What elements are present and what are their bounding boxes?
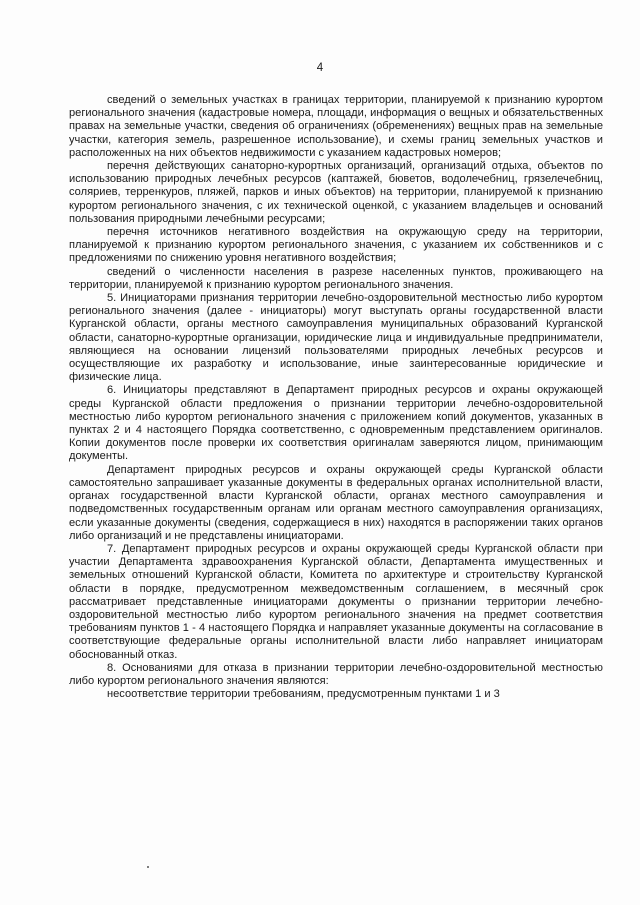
paragraph-item-7-review: 7. Департамент природных ресурсов и охраны окружающей среды Курганской области при участии Департамента здравоохранения Курганской области, Департамента имущественных и земельных отношений Курганской области, Комитета по архитектуре и строительству Курганской области в порядке, предусмотренном межведомственным соглашением, в месячный срок рассматривает представленные инициаторами документы о признании территории лечебно-оздоровительной местностью либо курортом регионального значения на предмет соответствия требованиям пунктов 1 - 4 настоящего Порядка и направляет указанные документы на согласование в соответствующие федеральные органы исполнительной власти либо направляет инициаторам обоснованный отказ. [69,542,603,661]
page-number: 4 [316,62,324,74]
paragraph-population-info: сведений о численности населения в разрезе населенных пунктов, проживающего на территории, планируемой к признанию курортом регионального значения. [69,265,603,291]
paragraph-department-requests: Департамент природных ресурсов и охраны окружающей среды Курганской области самостоятельно запрашивает указанные документы в федеральных органах исполнительной власти, органах государственной власти Курганской области, органах местного самоуправления и подведомственных государственным органам или органам местного самоуправления организациях, если указанные документы (сведения, содержащиеся в них) находятся в распоряжении таких органов либо организаций и не представлены инициаторами. [69,463,603,542]
scan-artifact-dot [147,866,149,868]
paragraph-sanatorium-list: перечня действующих санаторно-курортных организаций, организаций отдыха, объектов по использованию природных лечебных ресурсов (каптажей, бюветов, водолечебниц, грязелечебниц, соляриев, терренкуров, пляжей, парков и иных объектов) на территории, планируемой к признанию курортом регионального значения, с их технической оценкой, с указанием владельцев и оснований пользования природными лечебными ресурсами; [69,160,603,225]
paragraph-negative-impact-sources: перечня источников негативного воздействия на окружающую среду на территории, планируемой к признанию курортом регионального значения, с указанием их собственников и с предложениями по снижению уровня негативного воздействия; [69,226,603,265]
paragraph-refusal-ground-mismatch: несоответствие территории требованиям, предусмотренным пунктами 1 и 3 [107,688,500,701]
paragraph-item-5-initiators: 5. Инициаторами признания территории лечебно-оздоровительной местностью либо курортом регионального значения (далее - инициаторы) могут выступать органы государственной власти Курганской области, органы местного самоуправления муниципальных образований Курганской области, санаторно-курортные организации, юридические лица и индивидуальные предприниматели, являющиеся на основании лицензий пользователями природных лечебных ресурсов и осуществляющие их разработку и использование, иные заинтересованные юридические и физические лица. [69,292,603,384]
paragraph-item-6-proposals: 6. Инициаторы представляют в Департамент природных ресурсов и охраны окружающей среды Курганской области предложения о признании территории лечебно-оздоровительной местностью либо курортом регионального значения с приложением копий документов, указанных в пунктах 2 и 4 настоящего Порядка соответственно, с одновременным представлением оригиналов. Копии документов после проверки их соответствия оригиналам заверяются лицом, принимающим документы. [69,384,603,463]
paragraph-item-8-refusal-grounds: 8. Основаниями для отказа в признании территории лечебно-оздоровительной местностью либо курортом регионального значения являются: [69,661,603,687]
document-body [69,94,603,701]
paragraph-land-plots-info: сведений о земельных участках в границах территории, планируемой к признанию курортом регионального значения (кадастровые номера, площади, информация о вещных и обязательственных правах на земельные участки, сведения об ограничениях (обременениях) вещных прав на земельные участки, категория земель, разрешенное использование), и схемы границ земельных участков и расположенных на них объектов недвижимости с указанием кадастровых номеров; [69,94,603,159]
